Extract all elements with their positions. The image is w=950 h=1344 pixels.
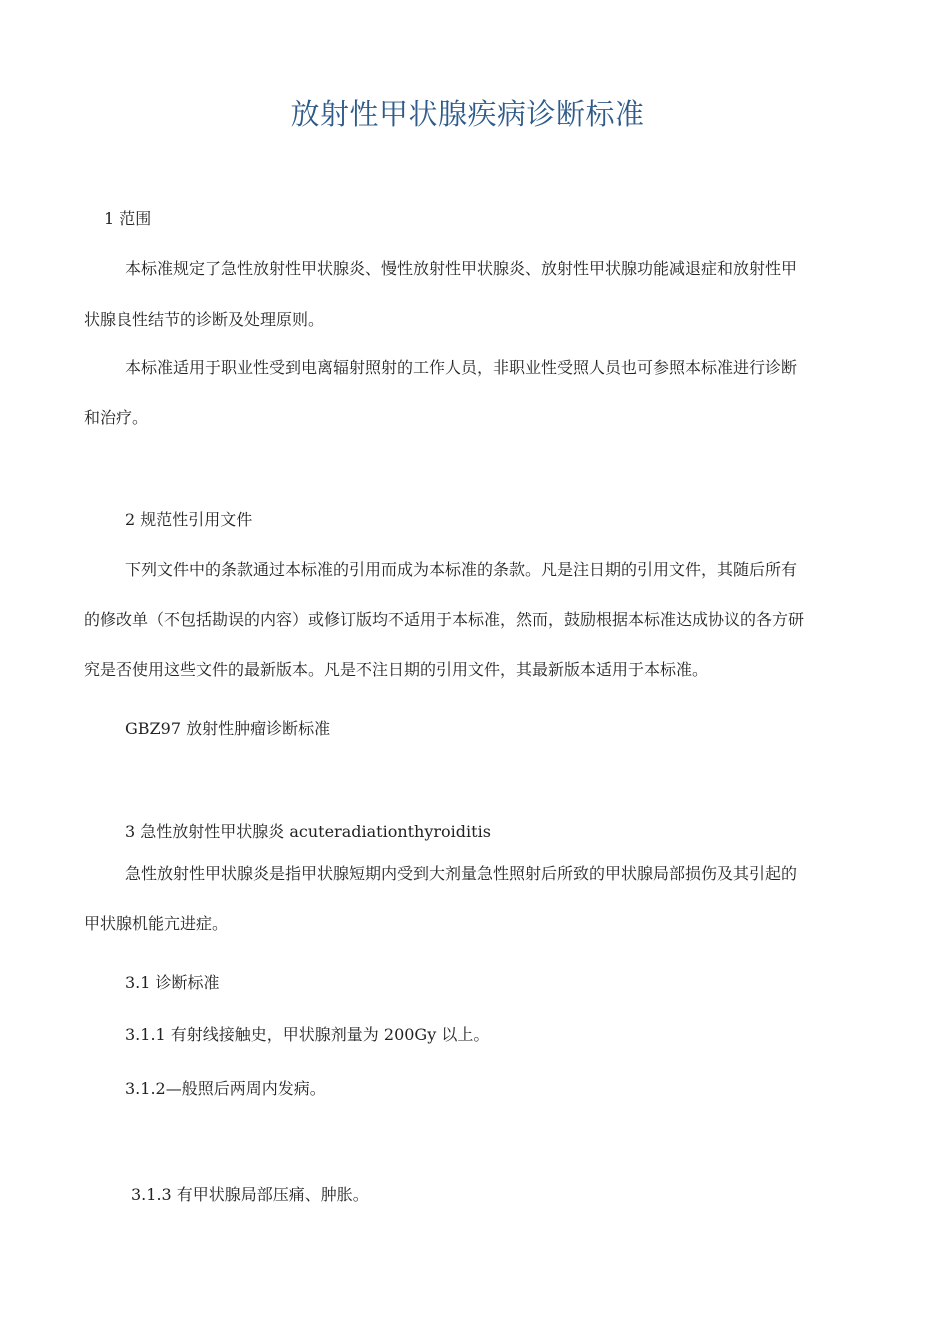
section-2-heading: 2 规范性引用文件 (125, 510, 253, 529)
clause-3-1-3: 3.1.3 有甲状腺局部压痛、肿胀。 (131, 1185, 369, 1204)
section-1-paragraph-1-line-2: 状腺良性结节的诊断及处理原则。 (84, 310, 325, 329)
section-1-paragraph-2-line-1: 本标准适用于职业性受到电离辐射照射的工作人员，非职业性受照人员也可参照本标准进行诊断 (125, 358, 798, 377)
section-2-paragraph-line-3: 究是否使用这些文件的最新版本。凡是不注日期的引用文件，其最新版本适用于本标准。 (84, 660, 709, 679)
section-3-paragraph-line-2: 甲状腺机能亢进症。 (84, 914, 229, 933)
section-3-1-heading: 3.1 诊断标准 (125, 973, 220, 992)
clause-3-1-1: 3.1.1 有射线接触史，甲状腺剂量为 200Gy 以上。 (125, 1025, 490, 1044)
section-1-paragraph-1-line-1: 本标准规定了急性放射性甲状腺炎、慢性放射性甲状腺炎、放射性甲状腺功能减退症和放射性甲 (125, 259, 798, 278)
document-title: 放射性甲状腺疾病诊断标准 (290, 97, 645, 131)
section-3-heading: 3 急性放射性甲状腺炎 acuteradiationthyroiditis (125, 822, 491, 841)
section-1-paragraph-2-line-2: 和治疗。 (84, 408, 149, 427)
clause-3-1-2: 3.1.2—般照后两周内发病。 (125, 1079, 326, 1098)
section-3-paragraph-line-1: 急性放射性甲状腺炎是指甲状腺短期内受到大剂量急性照射后所致的甲状腺局部损伤及其引起的 (125, 864, 798, 883)
normative-reference: GBZ97 放射性肿瘤诊断标准 (125, 719, 331, 738)
section-2-paragraph-line-2: 的修改单（不包括勘误的内容）或修订版均不适用于本标准，然而，鼓励根据本标准达成协议的各方研 (84, 610, 805, 629)
section-2-paragraph-line-1: 下列文件中的条款通过本标准的引用而成为本标准的条款。凡是注日期的引用文件，其随后所有 (125, 560, 798, 579)
section-1-heading: 1 范围 (104, 209, 152, 228)
